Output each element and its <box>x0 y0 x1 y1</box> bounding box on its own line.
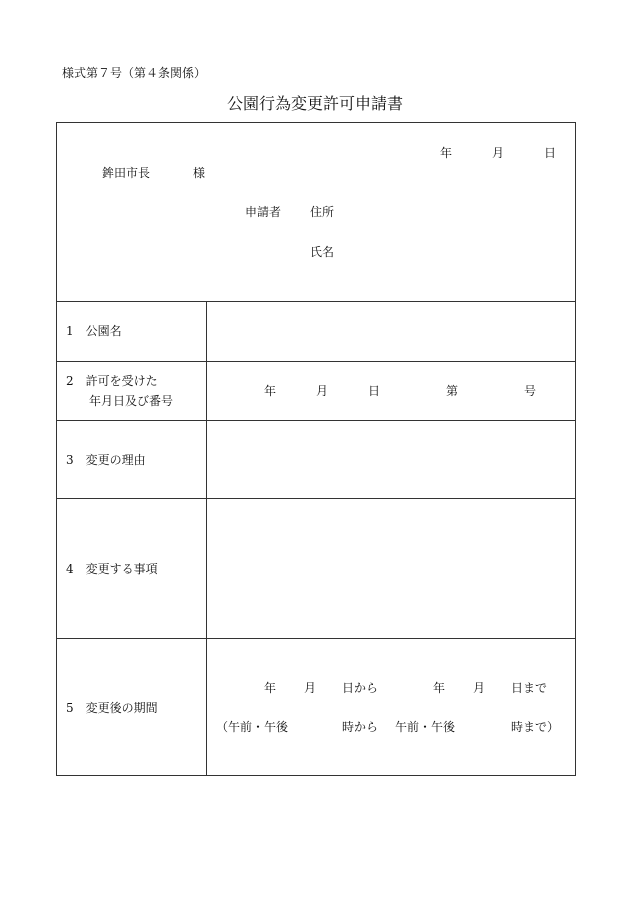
address-field[interactable]: 住所 <box>310 205 335 219</box>
name-field[interactable]: 氏名 <box>310 245 335 259</box>
period-year-end[interactable]: 年 <box>433 681 446 695</box>
period-ampm-start[interactable]: （午前・午後 <box>216 720 289 734</box>
honorific-label: 様 <box>193 166 206 180</box>
permit-month-field[interactable]: 月 <box>316 384 329 398</box>
table-divider <box>56 301 576 302</box>
period-month-end[interactable]: 月 <box>473 681 486 695</box>
row-label-park-name: 1 公園名 <box>66 324 122 338</box>
table-divider <box>56 498 576 499</box>
period-day-end[interactable]: 日まで <box>511 681 548 695</box>
date-month-field[interactable]: 月 <box>492 146 505 160</box>
period-time-end[interactable]: 時まで） <box>511 720 560 734</box>
row-label-change-items: 4 変更する事項 <box>66 562 158 576</box>
table-column-divider <box>206 301 207 776</box>
date-year-field[interactable]: 年 <box>440 146 453 160</box>
row-label-permit-line1: 2 許可を受けた <box>66 374 158 388</box>
period-ampm-end[interactable]: 午前・午後 <box>395 720 456 734</box>
row-label-reason: 3 変更の理由 <box>66 453 146 467</box>
row-label-period: 5 変更後の期間 <box>66 701 158 715</box>
period-day-start[interactable]: 日から <box>342 681 379 695</box>
form-table <box>56 122 576 776</box>
period-year-start[interactable]: 年 <box>264 681 277 695</box>
permit-dai-label: 第 <box>446 384 459 398</box>
permit-number-field[interactable]: 号 <box>524 384 537 398</box>
table-divider <box>56 361 576 362</box>
form-number-label: 様式第７号（第４条関係） <box>62 66 207 80</box>
date-day-field[interactable]: 日 <box>544 146 557 160</box>
permit-day-field[interactable]: 日 <box>368 384 381 398</box>
table-divider <box>56 420 576 421</box>
table-divider <box>56 638 576 639</box>
addressee-label: 鉾田市長 <box>102 166 151 180</box>
applicant-label: 申請者 <box>245 205 282 219</box>
period-month-start[interactable]: 月 <box>304 681 317 695</box>
permit-year-field[interactable]: 年 <box>264 384 277 398</box>
period-time-start[interactable]: 時から <box>342 720 379 734</box>
page-title: 公園行為変更許可申請書 <box>226 94 403 113</box>
row-label-permit-line2: 年月日及び番号 <box>89 394 174 408</box>
